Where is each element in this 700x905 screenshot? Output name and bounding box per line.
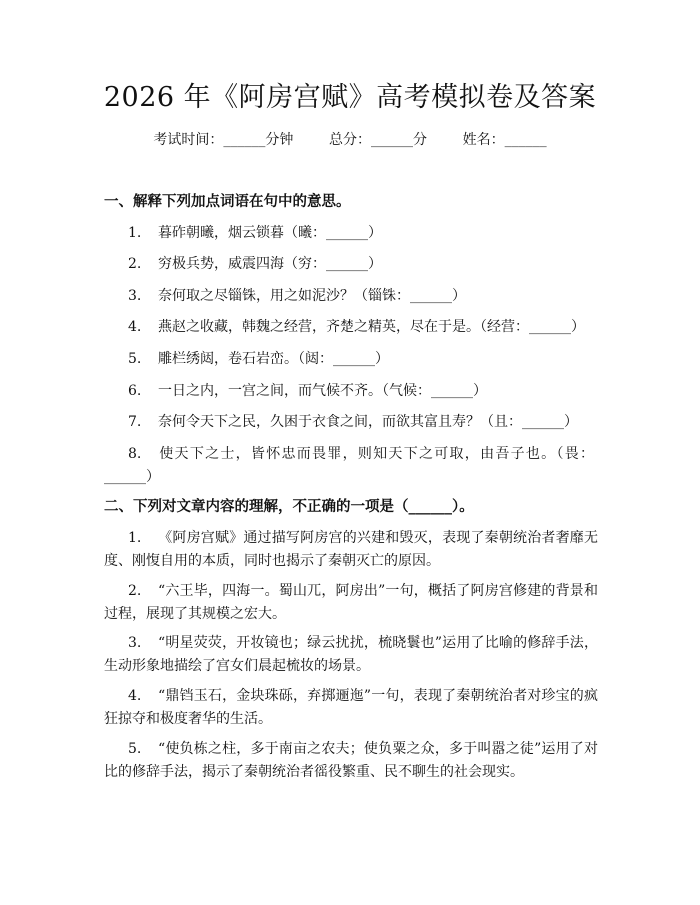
section-1-item: 1. 暮砟朝曦，烟云锁暮（曦：______）	[128, 225, 382, 241]
total-score-label: 总分：______分	[329, 132, 427, 148]
section-1-item: 2. 穷极兵势，威震四海（穷：______）	[128, 256, 382, 272]
student-name-label: 姓名：______	[462, 132, 547, 148]
section-1-item: 7. 奈何令天下之民，久困于衣食之间，而欲其富且寿？（且：______）	[128, 414, 578, 430]
section-2-item: 5. “使负栋之柱，多于南亩之农夫；使负粟之众，多于叫嚣之徒”运用了对比的修辞手法，揭示了秦朝统治者徭役繁重、民不聊生的社会现实。	[104, 741, 598, 780]
section-2-heading: 二、下列对文章内容的理解，不正确的一项是（______）。	[104, 499, 474, 515]
section-1-item: 5. 雕栏绣闼，卷石岩峦。（闼：______）	[128, 351, 389, 367]
page-title: 2026 年《阿房宫赋》高考模拟卷及答案	[103, 82, 597, 113]
section-1-item: 3. 奈何取之尽锱铢，用之如泥沙？（锱铢：______）	[128, 288, 466, 304]
section-1-item: 4. 燕赵之收藏，韩魏之经营，齐楚之精英，尽在于是。（经营：______）	[128, 319, 585, 335]
section-2-item: 1. 《阿房宫赋》通过描写阿房宫的兴建和毁灭，表现了秦朝统治者奢靡无度、刚愎自用的本质，同时也揭示了秦朝灭亡的原因。	[104, 530, 598, 569]
exam-meta	[0, 130, 700, 150]
section-2-item: 4. “鼎铛玉石，金块珠砾，弃掷逦迤”一句，表现了秦朝统治者对珍宝的疯狂掠夺和极度奢华的生活。	[104, 688, 598, 727]
section-2-item: 3. “明星荧荧，开妆镜也；绿云扰扰，梳晓鬟也”运用了比喻的修辞手法，生动形象地描绘了宫女们晨起梳妆的场景。	[104, 635, 598, 674]
section-1-item: 6. 一日之内，一宫之间，而气候不齐。（气候：______）	[128, 383, 487, 399]
exam-time-label: 考试时间：______分钟	[153, 132, 294, 148]
section-1-item: 8. 使天下之士，皆怀忠而畏罪，则知天下之可取，由吾子也。（畏：______）	[104, 446, 594, 485]
section-2-item: 2. “六王毕，四海一。蜀山兀，阿房出”一句，概括了阿房宫修建的背景和过程，展现了其规模之宏大。	[104, 583, 598, 622]
section-1-heading: 一、解释下列加点词语在句中的意思。	[104, 194, 351, 210]
